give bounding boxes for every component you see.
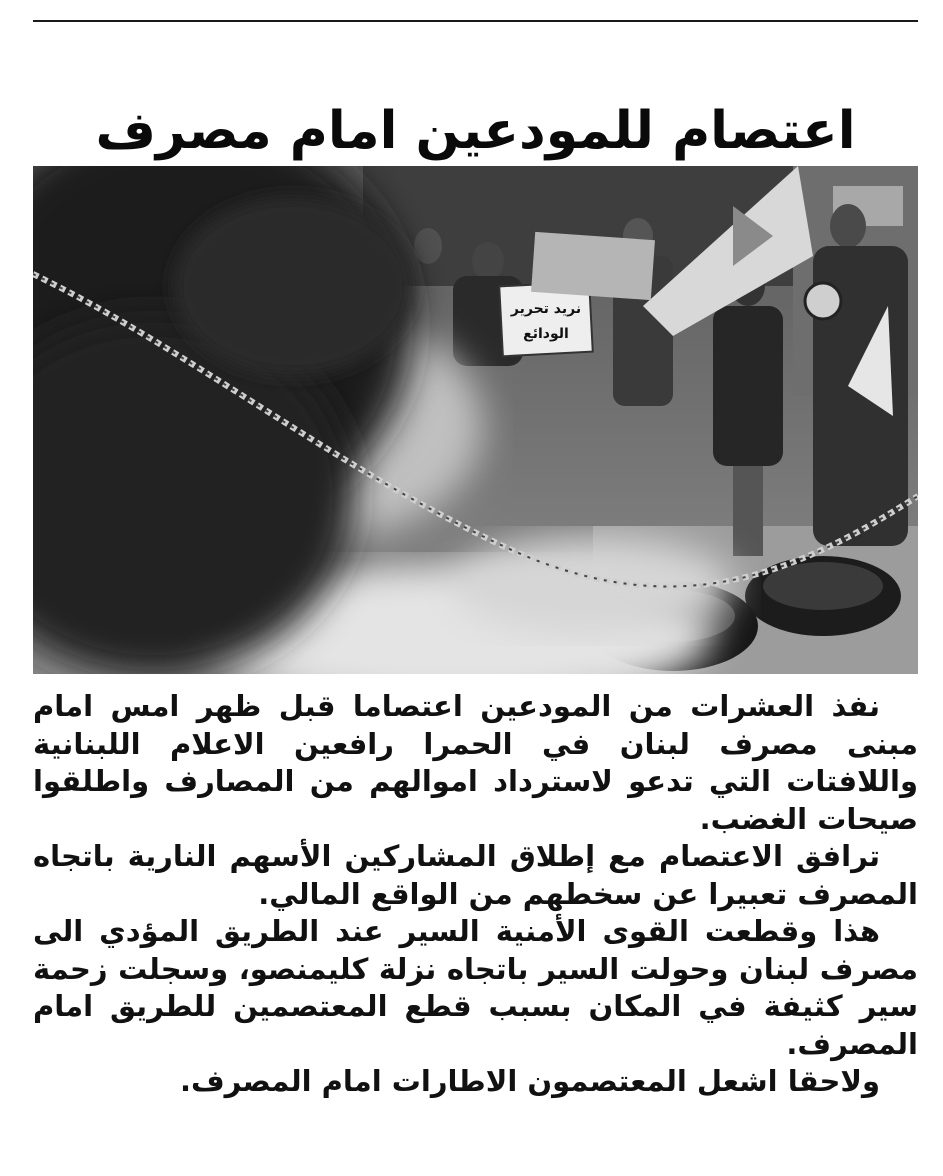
article-paragraph-2: ترافق الاعتصام مع إطلاق المشاركين الأسهم النارية باتجاه المصرف تعبيرا عن سخطهم من الواقع المالي. (33, 839, 918, 911)
article-paragraph-1: نفذ العشرات من المودعين اعتصاما قبل ظهر امس امام مبنى مصرف لبنان في الحمرا رافعين الاعلام اللبنانية واللافتات التي تدعو لاسترداد اموالهم من المصارف واطلقوا صيحات الغضب. (33, 689, 918, 836)
top-rule (33, 20, 918, 22)
sign-line-2: الودائع (523, 326, 569, 342)
article-body (33, 688, 918, 1101)
protest-photo (33, 166, 918, 674)
article-paragraph-4: ولاحقا اشعل المعتصمون الاطارات امام المصرف. (179, 1064, 880, 1098)
headline: اعتصام للمودعين امام مصرف (95, 100, 856, 161)
sign-line-1: نريد تحرير (510, 301, 582, 317)
article-paragraph-3: هذا وقطعت القوى الأمنية السير عند الطريق المؤدي الى مصرف لبنان وحولت السير باتجاه نزلة كليمنصو، وسجلت زحمة سير كثيفة في المكان بسبب قطع المعتصمين للطريق امام المصرف. (33, 914, 918, 1061)
